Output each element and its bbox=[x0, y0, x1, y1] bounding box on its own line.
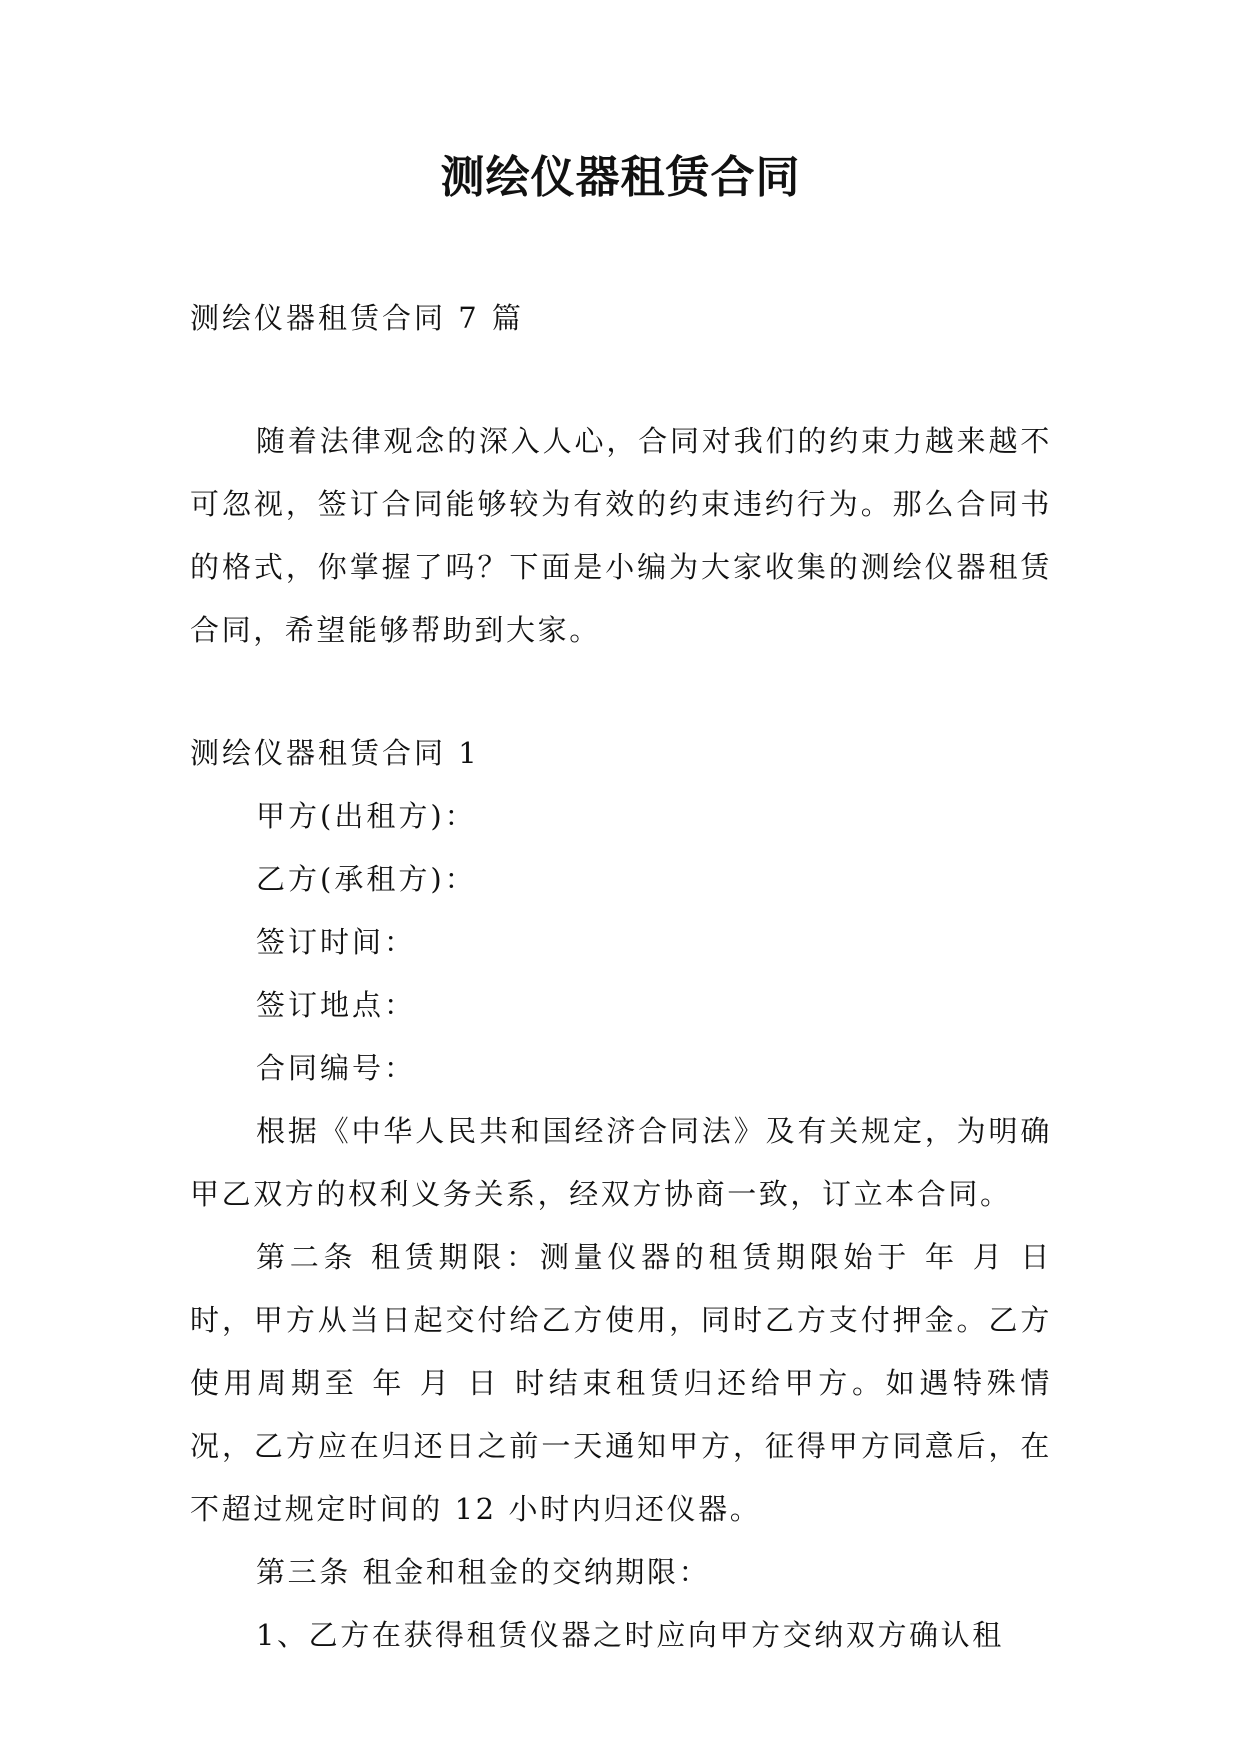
document-subtitle: 测绘仪器租赁合同 7 篇 bbox=[190, 301, 524, 335]
field-contract-number: 合同编号： bbox=[256, 1051, 417, 1085]
intro-paragraph: 随着法律观念的深入人心，合同对我们的约束力越来越不可忽视，签订合同能够较为有效的约束违约行为。那么合同书的格式，你掌握了吗？下面是小编为大家收集的测绘仪器租赁合同，希望能够帮助到大家。 bbox=[190, 424, 1052, 647]
article-3-heading: 第三条 租金和租金的交纳期限： bbox=[256, 1555, 711, 1589]
document-title: 测绘仪器租赁合同 bbox=[440, 152, 801, 203]
article-2-paragraph: 第二条 租赁期限：测量仪器的租赁期限始于 年 月 日时，甲方从当日起交付给乙方使用，同时乙方支付押金。乙方使用周期至 年 月 日 时结束租赁归还给甲方。如遇特殊情况，乙方应在归还日之前一天通知甲方，征得甲方同意后，在不超过规定时间的 12 小时内归还仪器。 bbox=[190, 1240, 1052, 1526]
spacer bbox=[190, 350, 1052, 410]
article-3-item-1: 1、乙方在获得租赁仪器之时应向甲方交纳双方确认租 bbox=[256, 1618, 1004, 1652]
body-paragraph: 根据《中华人民共和国经济合同法》及有关规定，为明确甲乙双方的权利义务关系，经双方协商一致，订立本合同。 bbox=[190, 1114, 1052, 1211]
section-heading: 测绘仪器租赁合同 1 bbox=[190, 736, 480, 770]
field-party-a: 甲方(出租方)： bbox=[256, 799, 477, 833]
document-body bbox=[190, 287, 1052, 1667]
field-signing-place: 签订地点： bbox=[256, 988, 417, 1022]
spacer bbox=[190, 662, 1052, 722]
field-party-b: 乙方(承租方)： bbox=[256, 862, 477, 896]
field-signing-time: 签订时间： bbox=[256, 925, 417, 959]
